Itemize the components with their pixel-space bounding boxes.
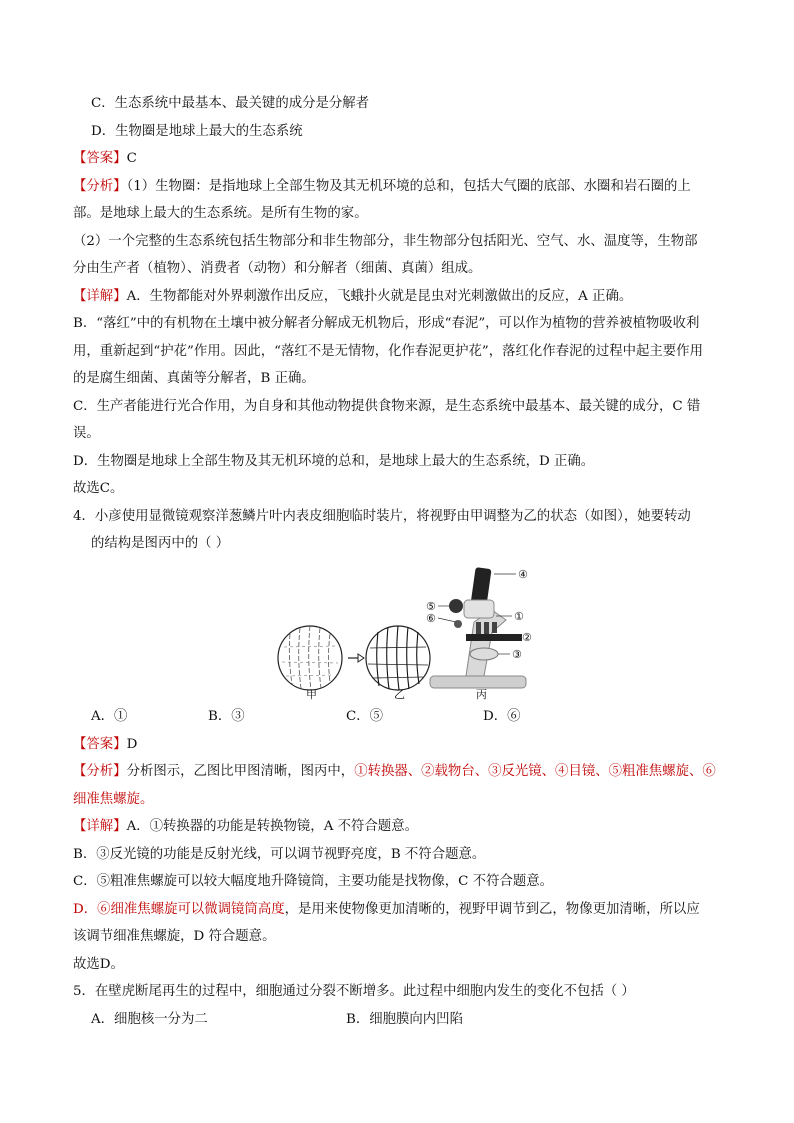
detail-tag: 【详解】 xyxy=(73,819,127,834)
microscope-figure xyxy=(270,562,560,702)
detail-line-6: 误。 xyxy=(73,426,100,441)
analysis-line-2: 细准焦螺旋。 xyxy=(73,792,154,807)
detail-highlight: D．⑥细准焦螺旋可以微调镜筒高度 xyxy=(73,902,285,917)
view-jia-circle xyxy=(278,626,342,690)
detail-line-7: D．生物圈是地球上全部生物及其无机环境的总和，是地球上最大的生态系统，D 正确。 xyxy=(73,454,595,469)
conclusion-line: 故选C。 xyxy=(73,481,124,496)
callout-1: ① xyxy=(514,610,524,623)
view-yi-circle xyxy=(366,626,430,690)
label-jia: 甲 xyxy=(306,688,317,701)
analysis-text: （1）生物圈：是指地球上全部生物及其无机环境的总和，包括大气圈的底部、水圈和岩石圈的上 xyxy=(126,179,691,194)
option-d: D．⑥ xyxy=(483,709,521,724)
callout-6: ⑥ xyxy=(426,612,436,625)
analysis-line-3: （2）一个完整的生态系统包括生物部分和非生物部分，非生物部分包括阳光、空气、水、温度等，生物部 xyxy=(73,234,698,249)
detail-line-3: 用，重新起到“护花”作用。因此，“落红不是无情物，化作春泥更护花”，落红化作春泥的过程中起主要作用 xyxy=(73,344,703,359)
detail-text: A．生物都能对外界刺激作出反应，飞蛾扑火就是昆虫对光刺激做出的反应，A 正确。 xyxy=(126,289,633,304)
callout-5: ⑤ xyxy=(426,600,436,613)
analysis-text: 分析图示，乙图比甲图清晰，图丙中， xyxy=(126,764,355,779)
detail-text: A．①转换器的功能是转换物镜，A 不符合题意。 xyxy=(126,819,418,834)
microscope-drawing xyxy=(430,567,526,688)
label-bing: 丙 xyxy=(476,688,487,701)
option-c: C．⑤ xyxy=(346,709,384,724)
detail-line-2: B．③反光镜的功能是反射光线，可以调节视野亮度，B 不符合题意。 xyxy=(73,847,486,862)
question-4-line-1: 4．小彦使用显微镜观察洋葱鳞片叶内表皮细胞临时装片，将视野由甲调整为乙的状态（如图），她要转动 xyxy=(73,509,691,524)
option-a: A．细胞核一分为二 xyxy=(91,1012,208,1027)
question-4-line-2: 的结构是图丙中的（ ） xyxy=(91,536,230,551)
detail-line-3: C．⑤粗准焦螺旋可以较大幅度地升降镜筒，主要功能是找物像，C 不符合题意。 xyxy=(73,874,554,889)
detail-line-4 xyxy=(73,901,700,919)
conclusion-line: 故选D。 xyxy=(73,957,124,972)
answer-tag: 【答案】 xyxy=(73,151,127,166)
detail-line-1 xyxy=(73,818,418,836)
detail-line-2: B．“落红”中的有机物在土壤中被分解者分解成无机物后，形成“春泥”，可以作为植物的营养被植物吸收利 xyxy=(73,316,700,331)
option-d: D．生物圈是地球上最大的生态系统 xyxy=(91,124,303,139)
option-c: C．生态系统中最基本、最关键的成分是分解者 xyxy=(91,96,370,111)
analysis-line-2: 部。是地球上最大的生态系统。是所有生物的家。 xyxy=(73,206,368,221)
option-b: B．③ xyxy=(208,709,245,724)
option-a: A．① xyxy=(91,709,128,724)
analysis-tag: 【分析】 xyxy=(73,764,127,779)
label-yi: 乙 xyxy=(394,688,405,701)
detail-text: ，是用来使物像更加清晰的，视野甲调节到乙，物像更加清晰，所以应 xyxy=(284,902,700,917)
callout-3: ③ xyxy=(512,648,522,661)
analysis-structures-text: ①转换器、②载物台、③反光镜、④目镜、⑤粗准焦螺旋、⑥ xyxy=(354,764,716,779)
detail-line-4: 的是腐生细菌、真菌等分解者，B 正确。 xyxy=(73,371,315,386)
analysis-line-4: 分由生产者（植物）、消费者（动物）和分解者（细菌、真菌）组成。 xyxy=(73,261,482,276)
detail-line-5: 该调节细准焦螺旋，D 符合题意。 xyxy=(73,929,276,944)
question-4-options xyxy=(91,708,521,726)
analysis-line-1 xyxy=(73,763,716,781)
analysis-line-1 xyxy=(73,178,691,196)
analysis-tag: 【分析】 xyxy=(73,179,127,194)
answer-tag: 【答案】 xyxy=(73,737,127,752)
answer-value: D xyxy=(126,737,138,752)
detail-line-5: C．生产者能进行光合作用，为自身和其他动物提供食物来源，是生态系统中最基本、最关键的成分，C 错 xyxy=(73,399,701,414)
question-5-line-1: 5．在壁虎断尾再生的过程中，细胞通过分裂不断增多。此过程中细胞内发生的变化不包括（ ） xyxy=(73,984,635,999)
question-5-options xyxy=(91,1011,463,1029)
detail-line-1 xyxy=(73,288,632,306)
option-b: B．细胞膜向内凹陷 xyxy=(346,1012,463,1027)
callout-2: ② xyxy=(522,631,532,644)
answer-value: C xyxy=(126,151,137,166)
answer-line xyxy=(73,150,137,168)
detail-tag: 【详解】 xyxy=(73,289,127,304)
arrow-icon xyxy=(348,654,364,662)
answer-line xyxy=(73,736,137,754)
callout-4: ④ xyxy=(518,568,528,581)
